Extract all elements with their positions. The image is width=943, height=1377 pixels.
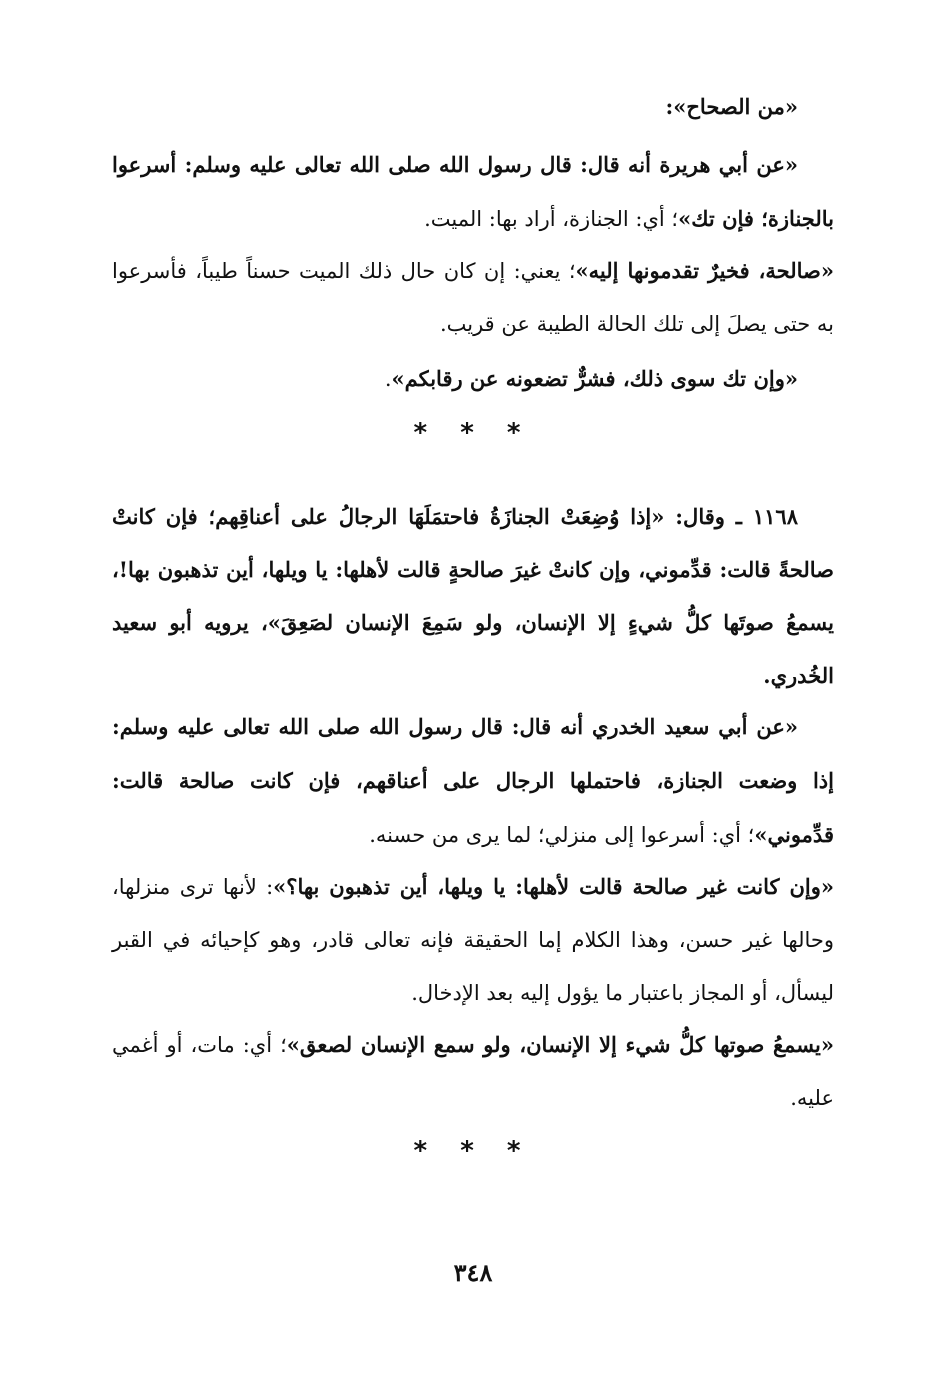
quoted-text: «يسمعُ صوتها كلُّ شيء إلا الإنسان، ولو سمع الإنسان لصعق» (286, 1032, 834, 1057)
commentary-paragraph-6 (112, 1018, 834, 1125)
commentary-text: . (384, 367, 392, 391)
section-heading-text: «من الصحاح»: (665, 94, 798, 119)
quoted-text: «عن أبي سعيد الخدري أنه قال: قال رسول الله صلى الله تعالى عليه وسلم: إذا وضعت الجنازة، فاحتملها الرجال على أعناقهم، فإن كانت صالحة قالت: قدِّموني» (112, 714, 834, 847)
commentary-text: ؛ أي: أسرعوا إلى منزلي؛ لما يرى من حسنه. (369, 823, 755, 847)
quoted-text: «عن أبي هريرة أنه قال: قال رسول الله صلى الله تعالى عليه وسلم: أسرعوا بالجنازة؛ فإن تك» (112, 152, 834, 231)
commentary-text: ؛ أي: مات، أو أغمي عليه. (112, 1033, 834, 1110)
commentary-text: ؛ يعني: إن كان حال ذلك الميت حسناً طيباً، فأسرعوا به حتى يصلَ إلى تلك الحالة الطيبة عن قريب. (112, 259, 834, 336)
hadith-text (112, 490, 834, 702)
commentary-paragraph-3 (112, 352, 834, 406)
quoted-text: «وإن كانت غير صالحة قالت لأهلها: يا ويلها، أين تذهبون بها؟» (273, 874, 834, 899)
hadith-body: ١١٦٨ ـ وقال: «إذا وُضِعَتْ الجنازَةُ فاحتمَلَهَا الرجالُ على أعناقِهم؛ فإن كانتْ صالحةً قالت: قدِّموني، وإن كانتْ غيرَ صالحةٍ قالت لأهلها: يا ويلها، أين تذهبون بها!، يسمعُ صوتَها كلُّ شيءٍ إلا الإنسان، ولو سَمِعَ الإنسان لصَعِقَ»، يرويه أبو سعيد الخُدري. (112, 504, 834, 688)
section-separator: * * * (413, 1136, 533, 1166)
section-heading (112, 80, 834, 133)
commentary-paragraph-5 (112, 860, 834, 1020)
quoted-text: «وإن تك سوى ذلك، فشرٌّ تضعونه عن رقابكم» (391, 366, 798, 391)
commentary-text: : لأنها ترى منزلها، وحالها غير حسن، وهذا الكلام إما الحقيقة فإنه تعالى قادر، وهو كإحيائه في القبر ليسأل، أو المجاز باعتبار ما يؤول إليه بعد الإدخال. (112, 875, 834, 1005)
page-number: ٣٤٨ (453, 1258, 493, 1287)
commentary-paragraph-1 (112, 138, 834, 246)
quoted-text: «صالحة، فخيرٌ تقدمونها إليه» (575, 258, 834, 283)
commentary-paragraph-4 (112, 700, 834, 862)
commentary-paragraph-2 (112, 244, 834, 351)
section-separator: * * * (413, 418, 533, 448)
commentary-text: ؛ أي: الجنازة، أراد بها: الميت. (424, 207, 679, 231)
book-page (112, 0, 834, 1377)
